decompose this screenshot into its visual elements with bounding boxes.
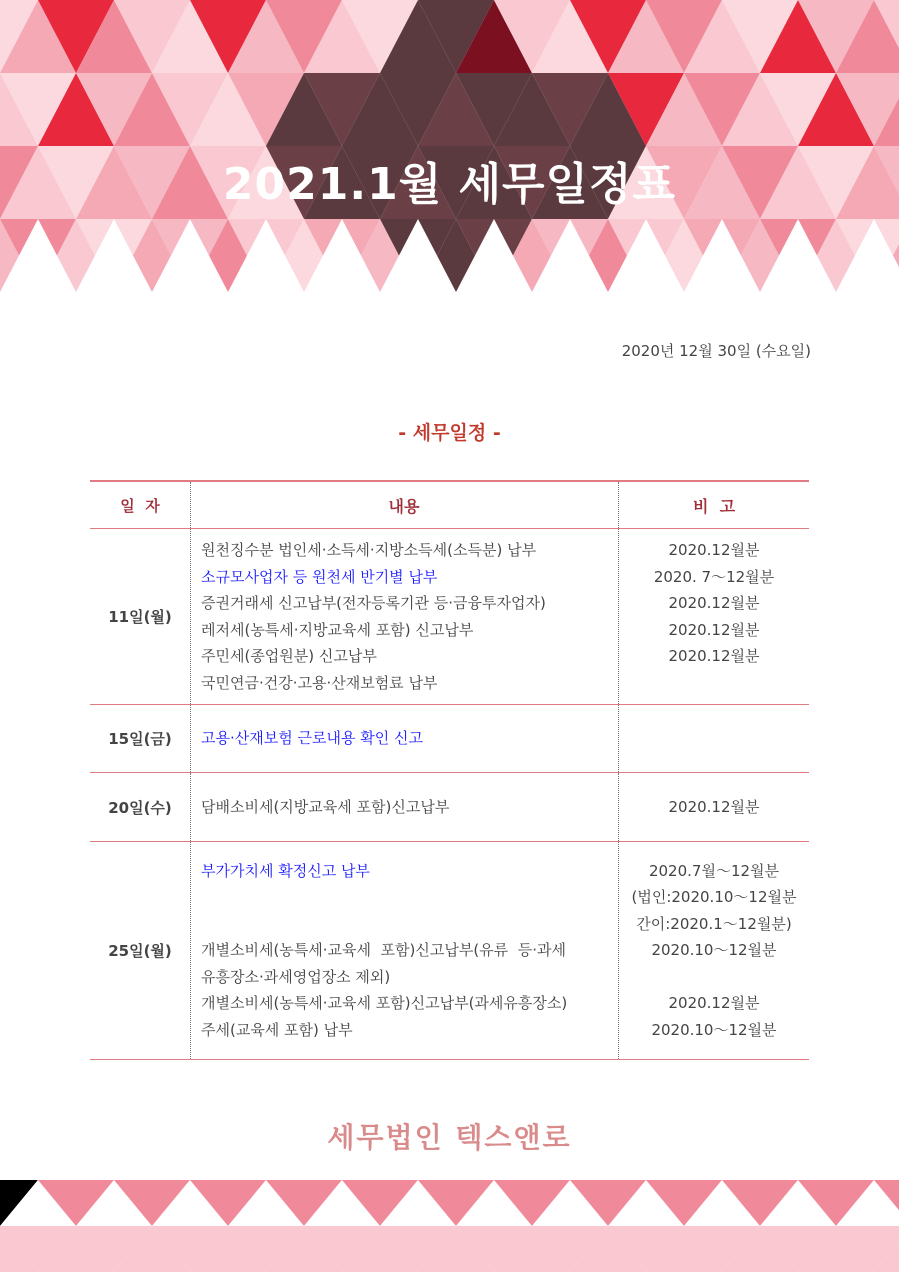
tax-schedule-table	[90, 480, 809, 1060]
row-date: 11일(월)	[90, 529, 191, 705]
content-line: 주세(교육세 포함) 납부	[201, 1020, 353, 1039]
row-note	[619, 842, 810, 1060]
note-line: 간이:2020.1～12월분)	[636, 914, 792, 933]
row-date: 25일(월)	[90, 842, 191, 1060]
footer-triangle-pattern	[0, 1180, 899, 1272]
note-line: 2020.10～12월분	[651, 941, 777, 960]
content-line: 주민세(종업원분) 신고납부	[201, 647, 377, 665]
note-line: 2020.12월분	[668, 594, 760, 612]
note-line: 2020.10～12월분	[651, 1020, 777, 1039]
note-line: 2020. 7～12월분	[653, 567, 775, 586]
header-date: 일 자	[90, 481, 191, 529]
table-row	[90, 842, 809, 1060]
row-content	[191, 773, 619, 842]
note-line	[620, 964, 808, 991]
note-line	[620, 725, 808, 752]
content-line: 레저세(농특세·지방교육세 포함) 신고납부	[201, 620, 474, 639]
row-note	[619, 705, 810, 773]
content-line	[201, 884, 617, 911]
row-content	[191, 705, 619, 773]
content-line: 개별소비세(농특세·교육세 포함)신고납부(유류 등·과세	[201, 941, 566, 960]
table-row	[90, 529, 809, 705]
content-line: 국민연금·건강·고용·산재보험료 납부	[201, 673, 438, 692]
section-title: - 세무일정 -	[398, 422, 501, 444]
content-line: 원천징수분 법인세·소득세·지방소득세(소득분) 납부	[201, 541, 537, 559]
row-note	[619, 773, 810, 842]
note-line	[620, 670, 808, 697]
content-line: 개별소비세(농특세·교육세 포함)신고납부(과세유흥장소)	[201, 994, 568, 1013]
note-line: 2020.7월～12월분	[648, 861, 780, 880]
content-line: 증권거래세 신고납부(전자등록기관 등·금융투자업자)	[201, 594, 546, 612]
row-date: 20일(수)	[90, 773, 191, 842]
content-line: 담배소비세(지방교육세 포함)신고납부	[201, 797, 450, 816]
firm-name: 세무법인 텍스앤로	[327, 1121, 572, 1154]
note-line: 2020.12월분	[668, 647, 760, 665]
table-row	[90, 705, 809, 773]
content-line: 소규모사업자 등 원천세 반기별 납부	[201, 567, 438, 586]
note-line: 2020.12월분	[668, 620, 760, 639]
header-note: 비 고	[619, 481, 810, 529]
page-title: 2021.1월 세무일정표	[222, 159, 677, 210]
note-line: 2020.12월분	[668, 994, 760, 1013]
row-content	[191, 842, 619, 1060]
content-line: 부가가치세 확정신고 납부	[201, 861, 370, 880]
content-line	[201, 911, 617, 938]
table-row	[90, 773, 809, 842]
content-line: 고용·산재보험 근로내용 확인 신고	[201, 729, 423, 748]
header-content: 내용	[191, 481, 619, 529]
row-note	[619, 529, 810, 705]
note-line: (법인:2020.10～12월분	[631, 888, 797, 907]
note-line: 2020.12월분	[668, 541, 760, 559]
content-line: 유흥장소·과세영업장소 제외)	[201, 967, 391, 986]
issue-date: 2020년 12월 30일 (수요일)	[621, 342, 811, 360]
row-content	[191, 529, 619, 705]
table-header-row	[90, 481, 809, 529]
note-line: 2020.12월분	[668, 797, 760, 816]
row-date: 15일(금)	[90, 705, 191, 773]
